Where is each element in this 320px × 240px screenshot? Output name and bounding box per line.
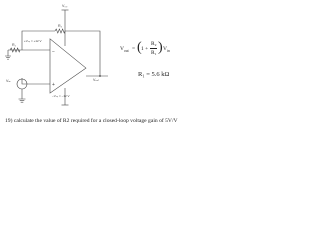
vcc-label: V₀₀ [62, 4, 68, 8]
non-inverting-sign: + [52, 82, 55, 88]
formula-one-plus: 1 + [141, 46, 149, 52]
formula-eq: = [132, 46, 136, 52]
positive-supply-label: +Vₛₚ = +12 V [24, 39, 42, 43]
feedback-wire-right [65, 31, 100, 76]
formula-right-paren: ) [158, 40, 163, 55]
negative-supply-label: −Vₛₚ = −12 V [52, 94, 70, 98]
formula-numerator: R₂ [151, 41, 157, 47]
formula-fraction-bar [150, 48, 157, 49]
vout-label: Vₒᵤₜ [93, 78, 100, 82]
r2-resistor [55, 29, 65, 33]
op-amp-triangle [50, 39, 86, 93]
formula-denominator: R₁ [151, 50, 157, 56]
inverting-sign: − [52, 49, 55, 55]
formula-rhs-sub: in [167, 49, 170, 53]
worksheet [0, 0, 200, 135]
formula-rhs: V [163, 46, 167, 52]
r1-label: R₁ [12, 43, 16, 47]
formula-lhs-sub: out [124, 49, 129, 53]
r2-label: R₂ [58, 24, 62, 28]
r1-value: R₁ = 5.6 kΩ [138, 71, 170, 78]
output-node [99, 75, 101, 77]
r1-ground-symbol [5, 56, 11, 59]
formula-left-paren: ( [137, 40, 142, 55]
op-amp-circuit-diagram [0, 0, 115, 112]
gain-formula [120, 38, 198, 60]
vin-label: Vᵢₙ [6, 79, 11, 83]
vin-ground-symbol [19, 99, 26, 102]
formula-lhs: V [120, 46, 124, 52]
question-text: 19) calculate the value of R2 required for a closed-loop voltage gain of 5V/V [5, 118, 178, 124]
